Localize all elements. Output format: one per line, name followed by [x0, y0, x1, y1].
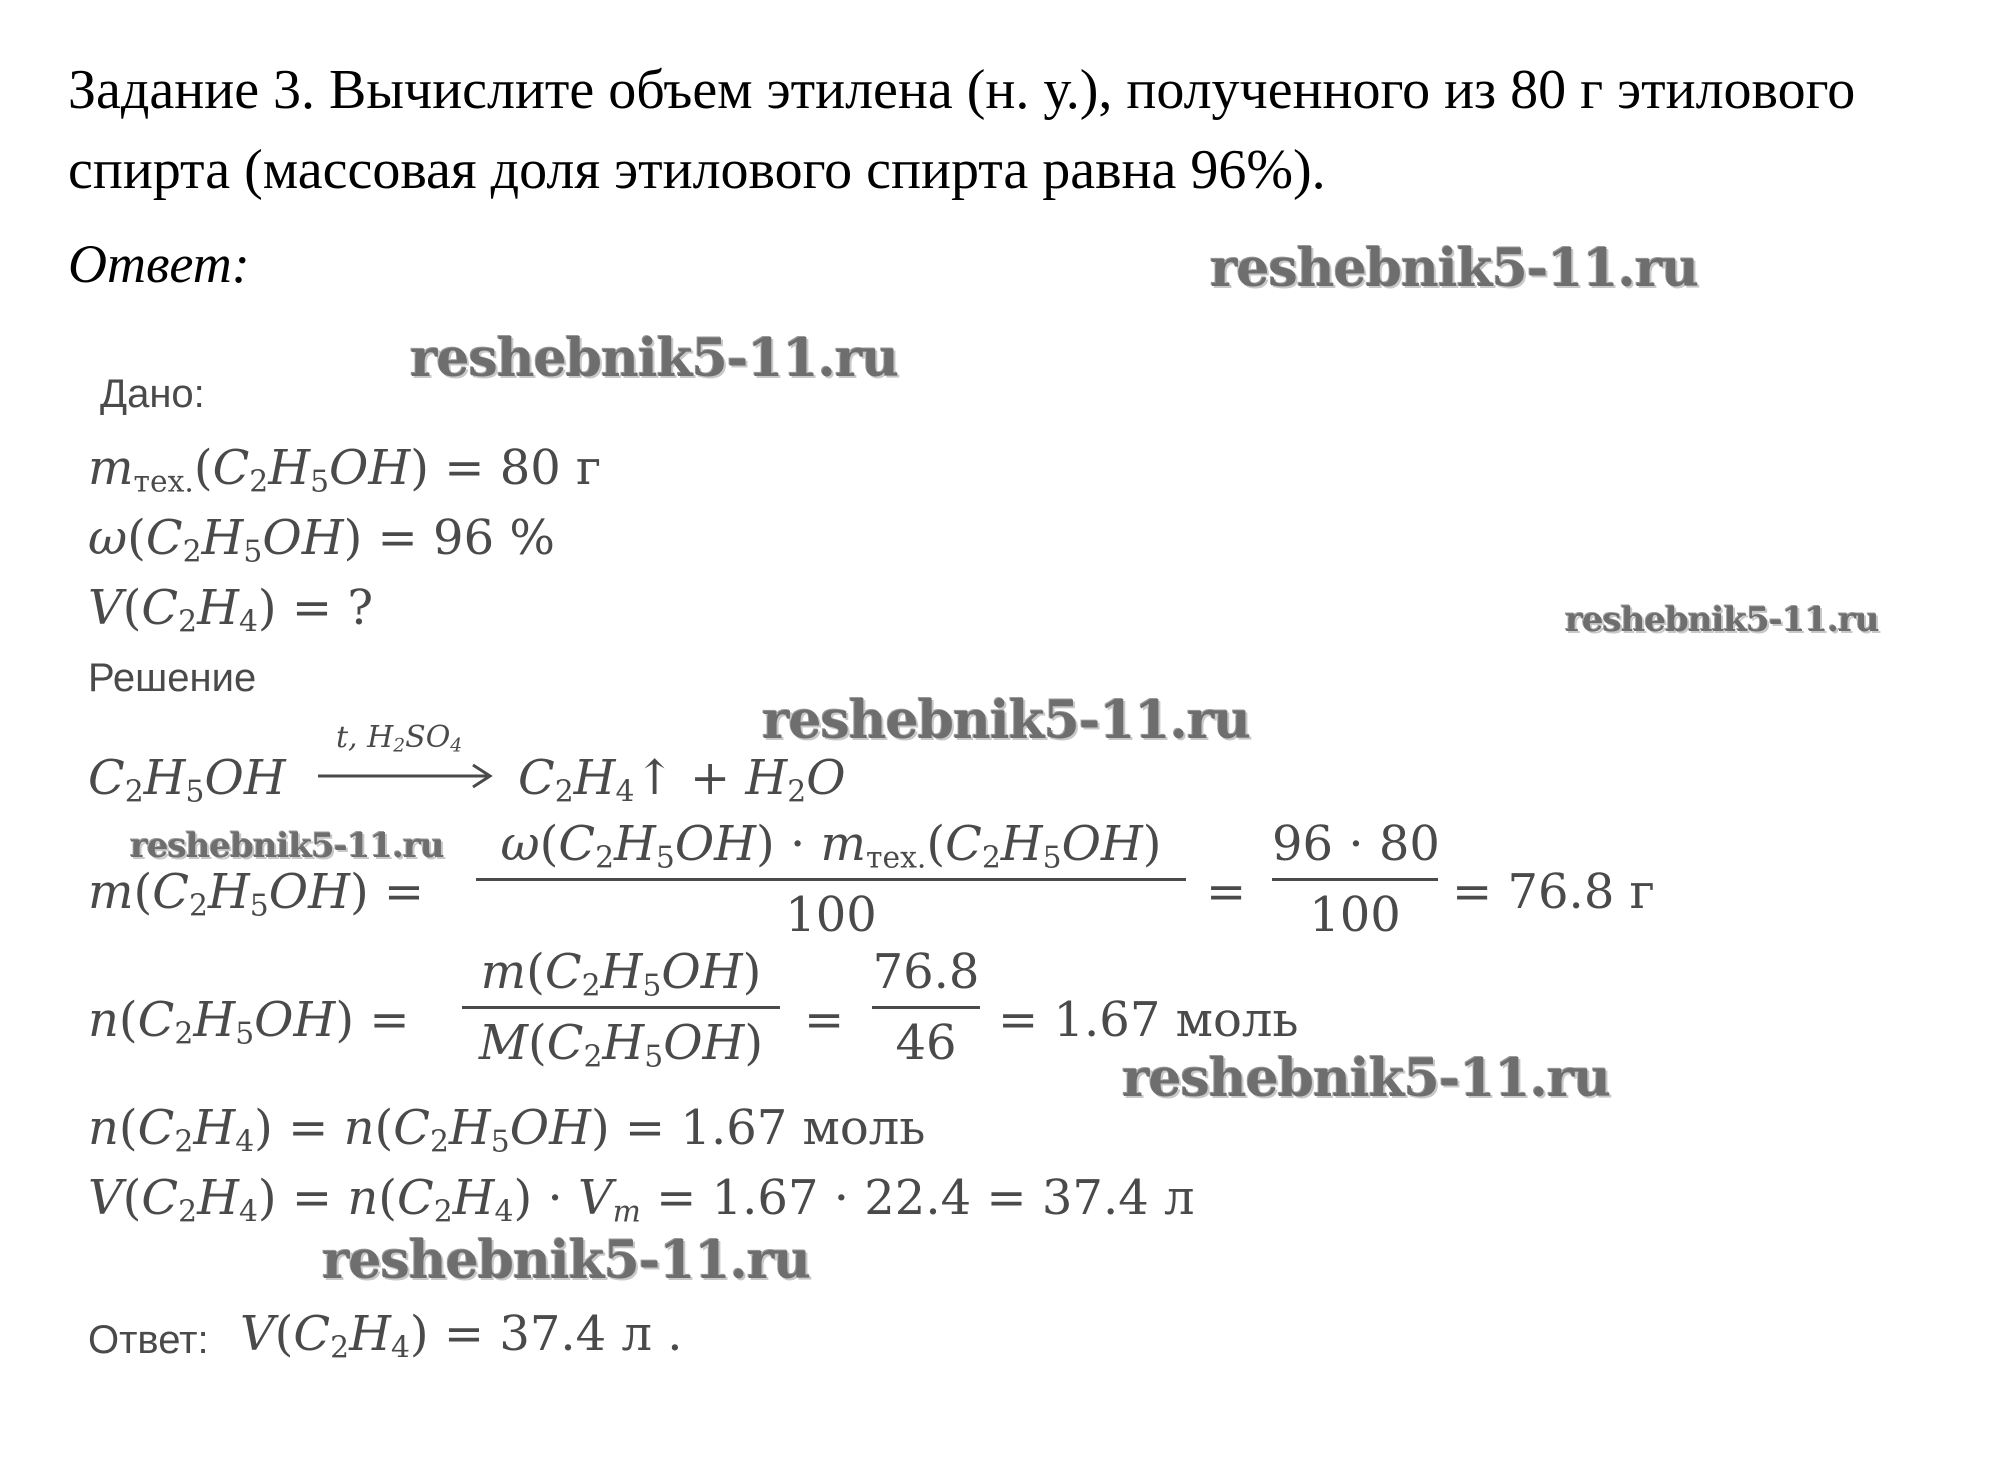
- task-line-1: Задание 3. Вычислите объем этилена (н. у.), полученного из 80 г этилового: [68, 59, 1856, 121]
- step2-numeric-fraction: 76.8 46: [872, 944, 980, 1071]
- step2-result: = 1.67 моль: [998, 992, 1299, 1048]
- watermark: reshebnik5-11.ru: [410, 328, 899, 389]
- final-answer-label: Ответ:: [88, 1318, 209, 1362]
- reaction-products: $C_2H_4↑ + H_2O$: [518, 750, 846, 810]
- given-heading: Дано:: [100, 372, 205, 416]
- step2-fraction: $m(C_2H_5OH)$ $M(C_2H_5OH)$: [462, 942, 780, 1073]
- task-line-2: спирта (массовая доля этилового спирта равна 96%).: [68, 139, 1326, 201]
- watermark: reshebnik5-11.ru: [322, 1230, 811, 1291]
- watermark: reshebnik5-11.ru: [1565, 600, 1879, 640]
- step1-result: = 76.8 г: [1452, 864, 1655, 920]
- final-answer-value: $V(C_2H_4) = 37.4$ л .: [240, 1306, 683, 1366]
- reaction-arrow: [318, 720, 496, 791]
- watermark: reshebnik5-11.ru: [130, 826, 444, 866]
- given-fraction: $\omega(C_2H_5OH) = 96$ %: [88, 510, 555, 570]
- step1-lhs: $m(C_2H_5OH)$ =: [88, 864, 425, 924]
- step2-eq: =: [804, 992, 845, 1048]
- arrow-icon: [318, 761, 496, 791]
- step2-lhs: $n(C_2H_5OH)$ =: [88, 992, 410, 1052]
- step1-fraction: $\omega(C_2H_5OH) \cdot m_{тех.}(C_2H_5OH)$ 100: [476, 814, 1186, 945]
- given-mass: $m_{тех.}(C_2H_5OH) = 80$ г: [88, 440, 602, 500]
- step4: $V(C_2H_4) = n(C_2H_4) \cdot V_m = 1.67 \cdot 22.4 = 37.4$ л: [88, 1170, 1195, 1230]
- watermark: reshebnik5-11.ru: [1210, 238, 1699, 299]
- given-volume: $V(C_2H_4)$ = ?: [88, 580, 374, 640]
- reaction-reactant: $C_2H_5OH$: [88, 750, 286, 810]
- watermark: reshebnik5-11.ru: [1122, 1048, 1611, 1109]
- step3: $n(C_2H_4) = n(C_2H_5OH) = 1.67$ моль: [88, 1100, 926, 1160]
- task-statement: [68, 50, 1968, 210]
- watermark: reshebnik5-11.ru: [762, 690, 1251, 751]
- step1-numeric-fraction: 96 · 80 100: [1272, 816, 1440, 943]
- reaction-condition: t, $H_2SO_4$: [336, 720, 463, 757]
- solution-heading: Решение: [88, 656, 257, 700]
- step1-eq: =: [1206, 864, 1247, 920]
- answer-heading: Ответ:: [68, 234, 250, 294]
